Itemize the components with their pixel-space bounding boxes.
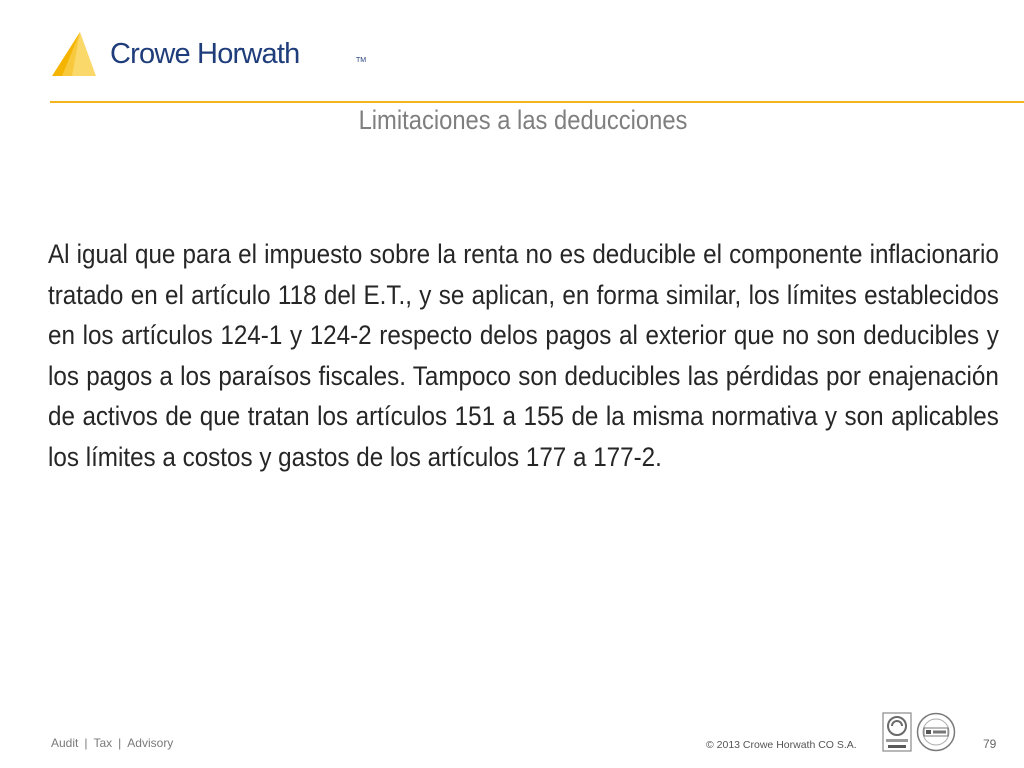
footer-copyright: © 2013 Crowe Horwath CO S.A.	[706, 739, 857, 751]
footer-service-audit: Audit	[51, 736, 79, 750]
footer-service-tax: Tax	[93, 736, 113, 750]
footer-services	[51, 736, 173, 750]
footer-separator: |	[84, 736, 88, 750]
page-number: 79	[983, 737, 997, 751]
crowe-horwath-logo-mark-icon	[50, 30, 102, 78]
slide-body-text: Al igual que para el impuesto sobre la renta no es deducible el componente inflacionario tratado en el artículo 118 del E.T., y se aplican, en forma similar, los límites establecidos en los artículos 124-1 y 124-2 respecto delos pagos al exterior que no son deducibles y los pagos a los paraísos fiscales. Tampoco son deducibles las pérdidas por enajenación de activos de que tratan los artículos 151 a 155 de la misma normativa y son aplicables los límites a costos y gastos de los artículos 177 a 177-2.	[48, 239, 999, 472]
header-divider	[50, 101, 1024, 103]
slide-title: Limitaciones a las deducciones	[358, 105, 688, 135]
footer-separator: |	[118, 736, 122, 750]
logo-trademark: TM	[356, 57, 367, 64]
iqnet-certification-icon	[916, 712, 956, 752]
footer-service-advisory: Advisory	[127, 736, 174, 750]
certification-badges	[882, 712, 956, 756]
logo-wordmark: Crowe Horwath	[110, 38, 300, 70]
iso-9001-certification-icon	[882, 712, 912, 752]
